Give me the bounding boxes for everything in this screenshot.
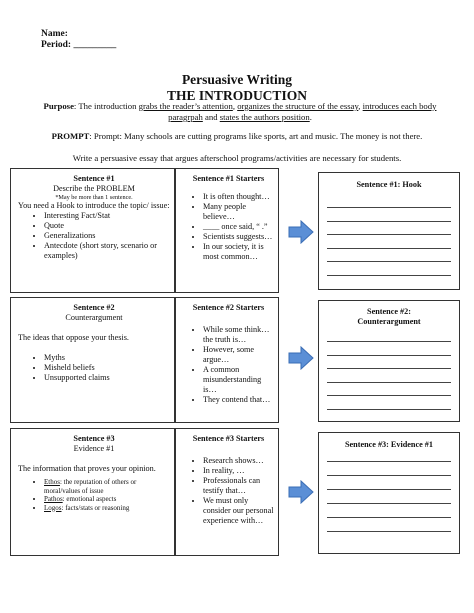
purpose-point-2: organizes the structure of the essay <box>237 101 359 111</box>
sentence-1-starters-title: Sentence #1 Starters <box>192 174 265 183</box>
sentence-2-subtitle: Counterargument <box>65 313 123 322</box>
prompt-label: PROMPT <box>51 131 90 141</box>
answer-line[interactable] <box>327 275 451 276</box>
answer-line[interactable] <box>327 489 451 490</box>
sentence-2-answer-title: Sentence #2: Counterargument <box>357 307 421 326</box>
sentence-3-intro: The information that proves your opinion. <box>18 464 156 473</box>
instruction-text: Write a persuasive essay that argues afterschool programs/activities are necessary for students. <box>72 153 402 163</box>
list-item: • Myths <box>44 353 170 363</box>
sentence-2-answer-box <box>318 300 460 422</box>
purpose-point-1: grabs the reader’s attention <box>138 101 233 111</box>
list-item: • In our society, it is most common… <box>203 242 274 262</box>
purpose-end: . <box>309 112 312 122</box>
sentence-2-intro: The ideas that oppose your thesis. <box>18 333 129 342</box>
list-item: • Unsupported claims <box>44 373 170 383</box>
list-item <box>44 504 170 513</box>
sentence-1-starters <box>175 168 279 293</box>
sentence-3-description <box>10 428 175 556</box>
answer-line[interactable] <box>327 503 451 504</box>
sentence-1-hook-list <box>18 211 170 261</box>
answer-line[interactable] <box>327 234 451 235</box>
list-item: • It is often thought… <box>203 192 274 202</box>
sentence-2-title: Sentence #2 <box>73 303 115 312</box>
list-item: • Generalizations <box>44 231 170 241</box>
purpose-point-3: introduces each body paragrpah <box>168 101 437 122</box>
answer-line[interactable] <box>327 409 451 410</box>
arrow-right-icon <box>288 346 314 370</box>
sentence-1-subtitle: Describe the PROBLEM <box>53 184 135 193</box>
sentence-3-subtitle: Evidence #1 <box>73 444 115 453</box>
answer-line[interactable] <box>327 382 451 383</box>
sentence-3-title: Sentence #3 <box>73 434 115 443</box>
list-item <box>44 478 170 495</box>
appeal-definition: : facts/stats or reasoning <box>61 503 130 512</box>
sentence-2-description <box>10 297 175 423</box>
purpose-sep: , <box>358 101 363 111</box>
answer-line[interactable] <box>327 531 451 532</box>
sentence-2-starters <box>175 297 279 423</box>
appeal-definition: : the reputation of others or moral/values of issue <box>44 478 137 495</box>
sentence-3-answer-title: Sentence #3: Evidence #1 <box>344 440 433 449</box>
name-label: Name: <box>41 29 68 39</box>
period-label: Period: _________ <box>41 40 117 50</box>
prompt-text: : Prompt: Many schools are cutting programs like sports, art and music. The money is not there. <box>89 131 423 141</box>
purpose-point-4: states the authors position <box>219 112 310 122</box>
sentence-3-starters-title: Sentence #3 Starters <box>192 434 265 443</box>
prompt-paragraph <box>0 131 474 142</box>
list-item: • Misheld beliefs <box>44 363 170 373</box>
list-item: • ____ once said, “ .” <box>203 222 274 232</box>
sentence-1-description <box>10 168 175 293</box>
list-item: • In reality, … <box>203 466 274 476</box>
answer-line[interactable] <box>327 395 451 396</box>
page-title: Persuasive Writing <box>181 72 293 87</box>
list-item: • Interesting Fact/Stat <box>44 211 170 221</box>
sentence-1-answer-box <box>318 172 460 290</box>
appeal-term: Logos <box>44 503 62 512</box>
sentence-2-starters-title: Sentence #2 Starters <box>192 303 265 312</box>
purpose-sep: and <box>202 112 220 122</box>
list-item: • Research shows… <box>203 456 274 466</box>
list-item <box>44 495 170 504</box>
sentence-1-starters-list <box>183 192 274 262</box>
arrow-right-icon <box>288 480 314 504</box>
appeal-definition: : emotional aspects <box>62 495 117 503</box>
appeal-term: Pathos <box>44 495 63 503</box>
list-item: • Quote <box>44 221 170 231</box>
list-item: • Antecdote (short story, scenario or examples) <box>44 241 170 261</box>
answer-line[interactable] <box>327 341 451 342</box>
purpose-text: : The introduction <box>73 101 139 111</box>
sentence-2-starters-list <box>183 325 274 405</box>
sentence-1-note: *May be more than 1 sentence. <box>55 194 133 201</box>
list-item: • We must only consider our personal experience with… <box>203 496 274 526</box>
page-subtitle: THE INTRODUCTION <box>167 88 307 103</box>
list-item: • Many people believe… <box>203 202 274 222</box>
sentence-3-appeals-list <box>18 478 170 512</box>
list-item: • While some think… the truth is… <box>203 325 274 345</box>
list-item: • A common misunderstanding is… <box>203 365 274 395</box>
purpose-paragraph <box>40 101 440 123</box>
purpose-sep: , <box>232 101 238 111</box>
sentence-2-list <box>18 353 170 383</box>
sentence-3-starters-list <box>183 456 274 526</box>
list-item: • Professionals can testify that… <box>203 476 274 496</box>
answer-line[interactable] <box>327 461 451 462</box>
answer-line[interactable] <box>327 475 451 476</box>
purpose-label: Purpose <box>43 101 74 111</box>
list-item: • However, some argue… <box>203 345 274 365</box>
arrow-right-icon <box>288 220 314 244</box>
list-item: • They contend that… <box>203 395 274 405</box>
answer-line[interactable] <box>327 207 451 208</box>
answer-line[interactable] <box>327 368 451 369</box>
sentence-1-title: Sentence #1 <box>73 174 115 183</box>
sentence-3-starters <box>175 428 279 556</box>
sentence-1-intro: You need a Hook to introduce the topic/ issue: <box>18 201 170 210</box>
list-item: • Scientists suggests… <box>203 232 274 242</box>
appeal-term: Ethos <box>44 478 60 486</box>
answer-line[interactable] <box>327 261 451 262</box>
sentence-3-answer-box <box>318 432 460 554</box>
sentence-1-answer-title: Sentence #1: Hook <box>356 180 422 189</box>
answer-line[interactable] <box>327 248 451 249</box>
answer-line[interactable] <box>327 355 451 356</box>
answer-line[interactable] <box>327 517 451 518</box>
answer-line[interactable] <box>327 221 451 222</box>
